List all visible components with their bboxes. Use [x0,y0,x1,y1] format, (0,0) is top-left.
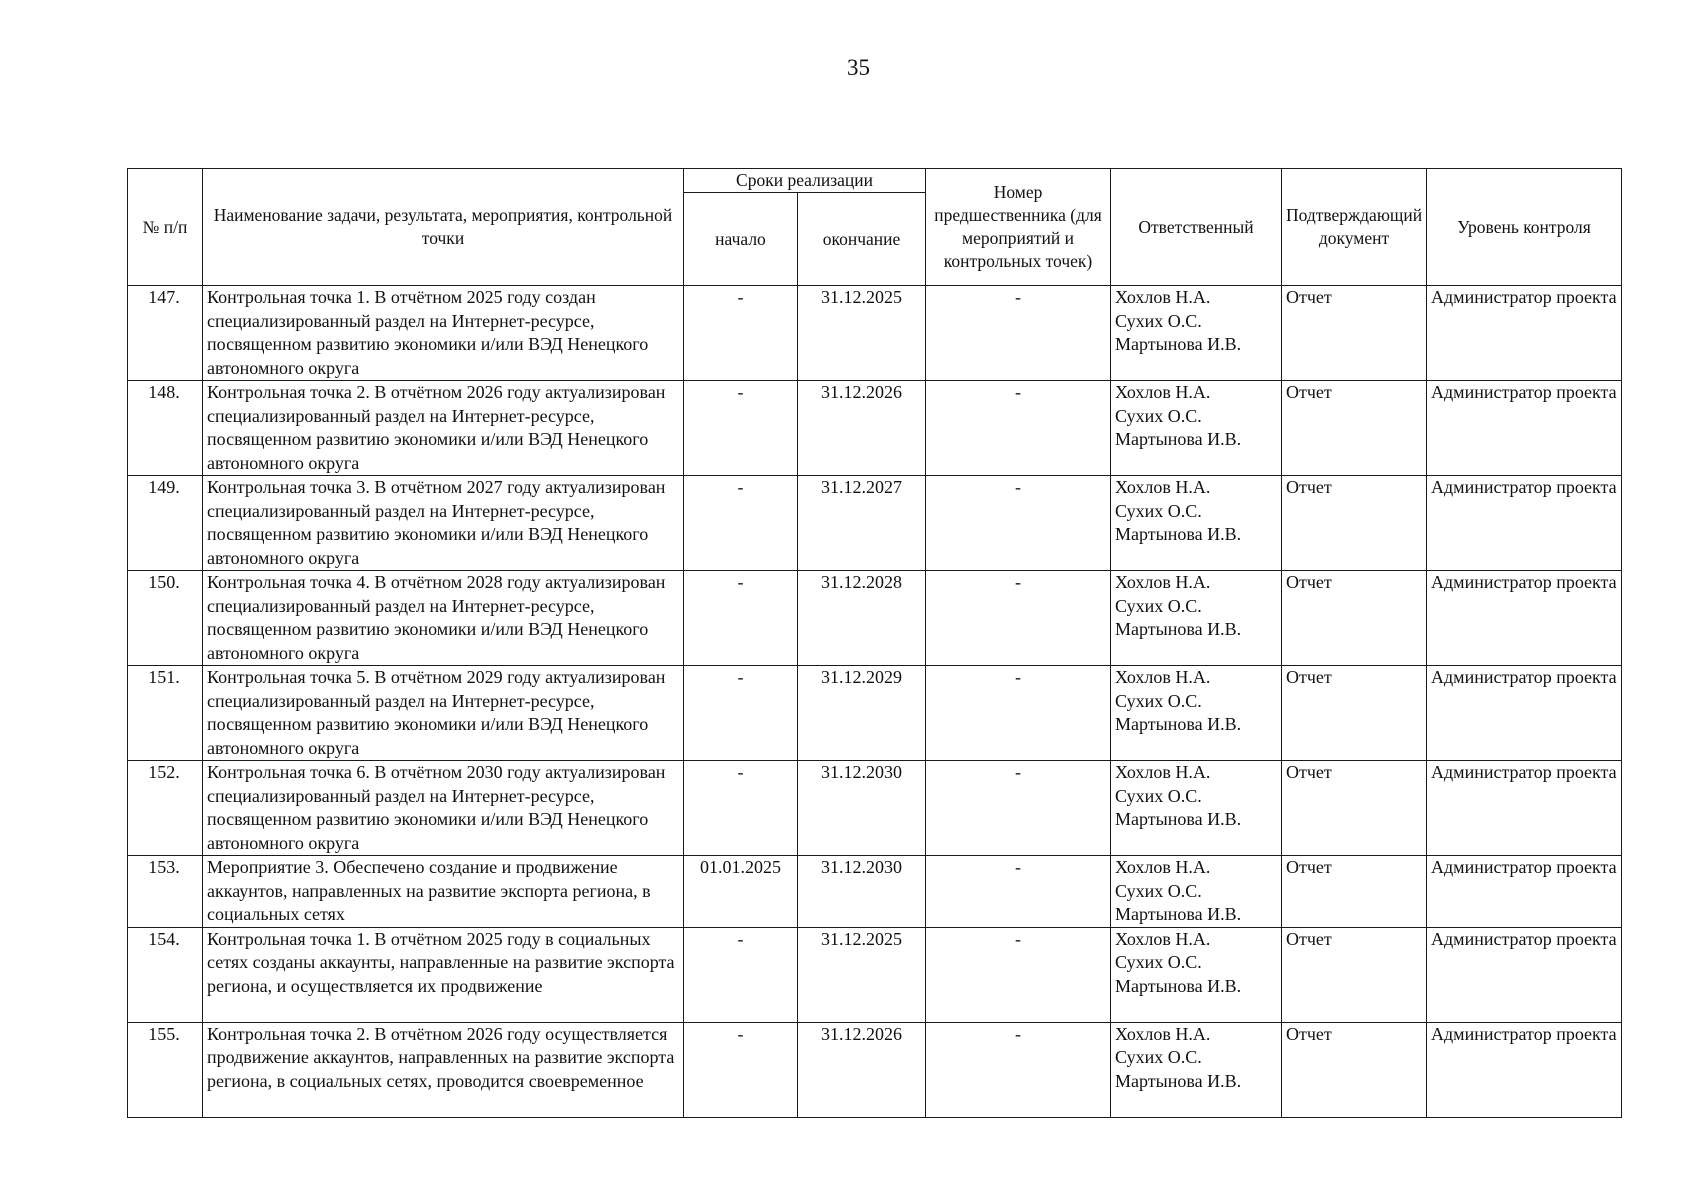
responsible-person: Мартынова И.В. [1115,524,1242,544]
row-end: 31.12.2027 [798,476,926,571]
row-control-level: Администратор проекта [1427,666,1622,761]
table-row [128,1022,1622,1117]
row-document: Отчет [1282,927,1427,1022]
row-num: 154. [128,927,203,1022]
header-name: Наименование задачи, результата, мероприятия, контрольной точки [203,169,684,286]
row-num: 148. [128,381,203,476]
responsible-person: Хохлов Н.А. [1115,928,1211,949]
row-responsible [1111,286,1282,381]
page-number: 35 [847,55,870,80]
responsible-person: Хохлов Н.А. [1115,1023,1211,1044]
row-start: - [684,666,798,761]
responsible-person: Мартынова И.В. [1115,429,1242,449]
row-name: Контрольная точка 6. В отчётном 2030 году актуализирован специализированный раздел на Интернет-ресурсе, посвященном развитию экономики и/или ВЭД Ненецкого автономного округа [203,761,684,856]
table-body [128,286,1622,1118]
header-num: № п/п [128,169,203,286]
row-control-level: Администратор проекта [1427,476,1622,571]
responsible-person: Мартынова И.В. [1115,714,1242,734]
row-num: 150. [128,571,203,666]
table-row [128,571,1622,666]
row-responsible [1111,1022,1282,1117]
project-plan-table [127,168,1622,1118]
header-start: начало [684,193,798,286]
responsible-person: Хохлов Н.А. [1115,382,1211,402]
row-name: Мероприятие 3. Обеспечено создание и продвижение аккаунтов, направленных на развитие экспорта региона, в социальных сетях [203,856,684,928]
row-document: Отчет [1282,476,1427,571]
responsible-person: Хохлов Н.А. [1115,762,1211,782]
row-end: 31.12.2025 [798,927,926,1022]
row-responsible [1111,856,1282,928]
responsible-person: Сухих О.С. [1115,405,1202,426]
responsible-person: Хохлов Н.А. [1115,857,1211,877]
row-control-level: Администратор проекта [1427,1022,1622,1117]
responsible-person: Сухих О.С. [1115,690,1202,711]
row-name: Контрольная точка 1. В отчётном 2025 году создан специализированный раздел на Интернет-ресурсе, посвященном развитию экономики и/или ВЭД Ненецкого автономного округа [203,286,684,381]
row-end: 31.12.2025 [798,286,926,381]
responsible-person: Хохлов Н.А. [1115,477,1211,497]
row-document: Отчет [1282,571,1427,666]
row-responsible [1111,571,1282,666]
row-num: 155. [128,1022,203,1117]
row-end: 31.12.2026 [798,1022,926,1117]
header-predecessor: Номер предшественника (для мероприятий и контрольных точек) [926,169,1111,286]
row-control-level: Администратор проекта [1427,381,1622,476]
row-num: 153. [128,856,203,928]
row-responsible [1111,761,1282,856]
row-control-level: Администратор проекта [1427,761,1622,856]
row-document: Отчет [1282,381,1427,476]
row-responsible [1111,381,1282,476]
responsible-person: Сухих О.С. [1115,595,1202,616]
row-num [128,761,203,856]
row-document: Отчет [1282,1022,1427,1117]
row-predecessor: - [926,571,1111,666]
row-start: - [684,476,798,571]
row-predecessor: - [926,1022,1111,1117]
responsible-person: Сухих О.С. [1115,500,1202,521]
row-start: - [684,761,798,856]
row-document: Отчет [1282,666,1427,761]
table-row [128,286,1622,381]
header-end: окончание [798,193,926,286]
row-name: Контрольная точка 1. В отчётном 2025 году в социальных сетях созданы аккаунты, направленные на развитие экспорта региона, и осуществляется их продвижение [203,927,684,1022]
row-start: - [684,571,798,666]
row-document: Отчет [1282,856,1427,928]
row-name: Контрольная точка 3. В отчётном 2027 году актуализирован специализированный раздел на Интернет-ресурсе, посвященном развитию экономики и/или ВЭД Ненецкого автономного округа [203,476,684,571]
header-control-level: Уровень контроля [1427,169,1622,286]
row-control-level: Администратор проекта [1427,856,1622,928]
row-end: 31.12.2030 [798,761,926,856]
responsible-person: Сухих О.С. [1115,952,1202,972]
table-row [128,856,1622,928]
table-row [128,476,1622,571]
table-row [128,761,1622,856]
row-document: Отчет [1282,761,1427,856]
row-responsible [1111,666,1282,761]
row-num-text: 152. [148,762,180,782]
row-predecessor: - [926,381,1111,476]
responsible-person: Сухих О.С. [1115,310,1202,331]
row-start: - [684,1022,798,1117]
row-num: 151. [128,666,203,761]
row-predecessor: - [926,666,1111,761]
row-responsible [1111,927,1282,1022]
responsible-person: Мартынова И.В. [1115,904,1242,924]
responsible-person: Сухих О.С. [1115,880,1202,901]
responsible-person: Сухих О.С. [1115,785,1202,806]
row-document: Отчет [1282,286,1427,381]
header-document: Подтверждающий документ [1282,169,1427,286]
row-name: Контрольная точка 2. В отчётном 2026 году актуализирован специализированный раздел на Интернет-ресурсе, посвященном развитию экономики и/или ВЭД Ненецкого автономного округа [203,381,684,476]
responsible-person: Мартынова И.В. [1115,334,1242,354]
table-row [128,927,1622,1022]
row-predecessor: - [926,286,1111,381]
table-row [128,666,1622,761]
row-end: 31.12.2028 [798,571,926,666]
row-name: Контрольная точка 4. В отчётном 2028 году актуализирован специализированный раздел на Интернет-ресурсе, посвященном развитию экономики и/или ВЭД Ненецкого автономного округа [203,571,684,666]
row-num: 147. [128,286,203,381]
row-num: 149. [128,476,203,571]
row-end: 31.12.2030 [798,856,926,928]
row-control-level: Администратор проекта [1427,286,1622,381]
header-responsible: Ответственный [1111,169,1282,286]
table-row [128,381,1622,476]
row-predecessor: - [926,761,1111,856]
row-start: 01.01.2025 [684,856,798,928]
responsible-person: Мартынова И.В. [1115,1070,1242,1091]
row-end: 31.12.2029 [798,666,926,761]
row-responsible [1111,476,1282,571]
responsible-person: Мартынова И.В. [1115,809,1242,829]
row-start: - [684,927,798,1022]
row-predecessor: - [926,476,1111,571]
header-period-group: Сроки реализации [684,169,926,193]
responsible-person: Мартынова И.В. [1115,619,1242,639]
table-header [128,169,1622,286]
responsible-person: Хохлов Н.А. [1115,572,1211,592]
row-end: 31.12.2026 [798,381,926,476]
row-control-level: Администратор проекта [1427,927,1622,1022]
responsible-person: Мартынова И.В. [1115,975,1242,996]
responsible-person: Хохлов Н.А. [1115,287,1211,307]
row-start: - [684,286,798,381]
row-control-level: Администратор проекта [1427,571,1622,666]
row-predecessor: - [926,856,1111,928]
row-name: Контрольная точка 2. В отчётном 2026 году осуществляется продвижение аккаунтов, направленных на развитие экспорта региона, в социальных сетях, проводится своевременное [203,1022,684,1117]
row-name: Контрольная точка 5. В отчётном 2029 году актуализирован специализированный раздел на Интернет-ресурсе, посвященном развитию экономики и/или ВЭД Ненецкого автономного округа [203,666,684,761]
row-start: - [684,381,798,476]
row-predecessor: - [926,927,1111,1022]
responsible-person: Хохлов Н.А. [1115,667,1211,687]
responsible-person: Сухих О.С. [1115,1047,1202,1067]
